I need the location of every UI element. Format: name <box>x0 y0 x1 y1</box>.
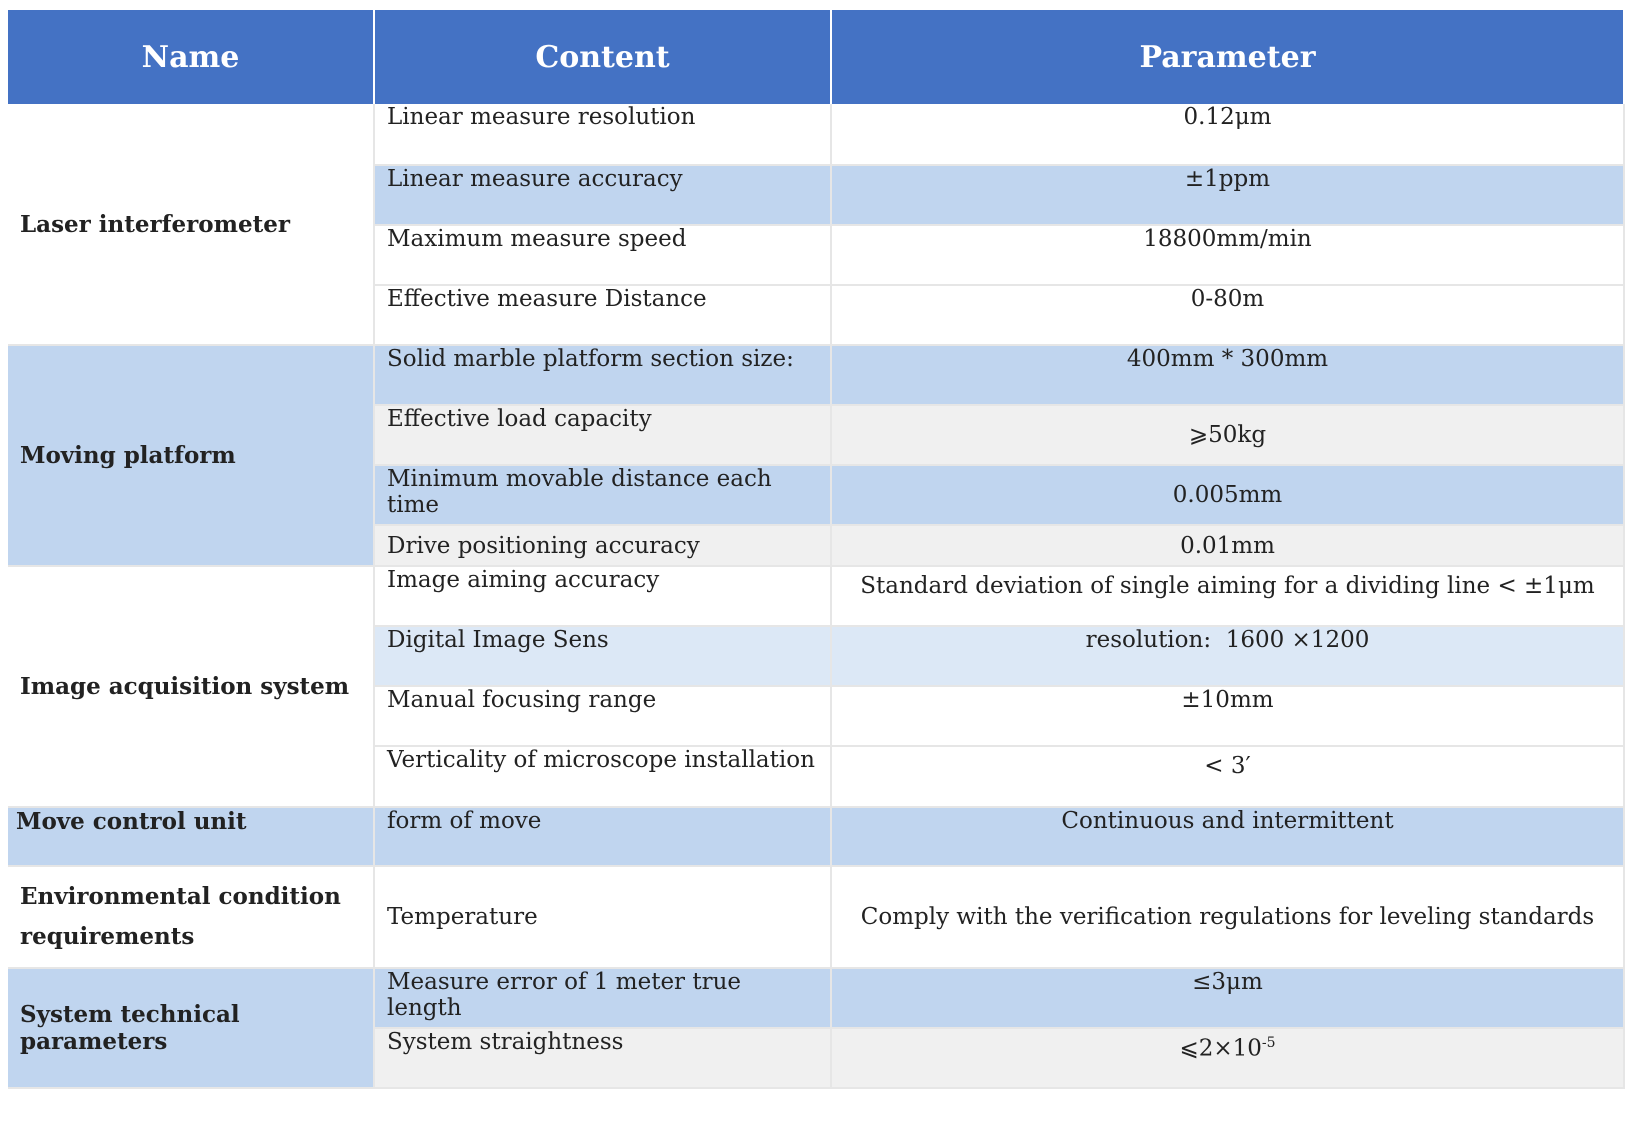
content-cell: Manual focusing range <box>374 686 831 746</box>
parameter-cell: 400mm * 300mm <box>831 345 1624 405</box>
header-parameter: Parameter <box>831 10 1624 104</box>
straightness-base: ⩽2×10 <box>1179 1035 1262 1062</box>
parameter-cell: Comply with the verification regulations for leveling standards <box>831 866 1624 968</box>
parameter-cell: Continuous and intermittent <box>831 807 1624 866</box>
content-cell: Linear measure resolution <box>374 104 831 165</box>
parameter-cell: 0-80m <box>831 285 1624 345</box>
content-cell: Maximum measure speed <box>374 225 831 285</box>
table-row <box>8 345 1624 405</box>
parameter-cell: ±1ppm <box>831 165 1624 225</box>
content-cell: Effective measure Distance <box>374 285 831 345</box>
parameter-cell: Standard deviation of single aiming for a dividing line < ±1μm <box>831 566 1624 626</box>
header-content: Content <box>374 10 831 104</box>
content-cell: Measure error of 1 meter true length <box>374 968 831 1028</box>
parameter-cell: 0.005mm <box>831 465 1624 525</box>
group-name-image-acquisition-system: Image acquisition system <box>8 566 374 807</box>
parameter-cell: 0.01mm <box>831 525 1624 566</box>
parameter-cell: 18800mm/min <box>831 225 1624 285</box>
content-cell: Minimum movable distance each time <box>374 465 831 525</box>
content-cell: Solid marble platform section size: <box>374 345 831 405</box>
header-name: Name <box>8 10 374 104</box>
table-row <box>8 866 1624 968</box>
parameter-cell: ⩾50kg <box>831 405 1624 465</box>
content-cell: form of move <box>374 807 831 866</box>
content-cell: Linear measure accuracy <box>374 165 831 225</box>
group-name-environmental-condition: Environmental condition requirements <box>8 866 374 968</box>
group-name-laser-interferometer: Laser interferometer <box>8 104 374 345</box>
group-name-move-control-unit: Move control unit <box>8 807 374 866</box>
specification-table <box>8 10 1625 1089</box>
table-row <box>8 566 1624 626</box>
parameter-cell: 0.12μm <box>831 104 1624 165</box>
content-cell: Effective load capacity <box>374 405 831 465</box>
table-row <box>8 104 1624 165</box>
parameter-cell: ±10mm <box>831 686 1624 746</box>
parameter-cell <box>831 1028 1624 1088</box>
table-row <box>8 807 1624 866</box>
table-row <box>8 968 1624 1028</box>
group-name-moving-platform: Moving platform <box>8 345 374 566</box>
parameter-cell: < 3′ <box>831 746 1624 807</box>
parameter-cell: resolution: 1600 ×1200 <box>831 626 1624 686</box>
group-name-system-technical-parameters: System technical parameters <box>8 968 374 1088</box>
header-row <box>8 10 1624 104</box>
content-cell: Drive positioning accuracy <box>374 525 831 566</box>
content-cell: System straightness <box>374 1028 831 1088</box>
content-cell: Temperature <box>374 866 831 968</box>
content-cell: Verticality of microscope installation <box>374 746 831 807</box>
straightness-exponent: -5 <box>1261 1035 1276 1051</box>
parameter-cell: ≤3μm <box>831 968 1624 1028</box>
content-cell: Image aiming accuracy <box>374 566 831 626</box>
content-cell: Digital Image Sens <box>374 626 831 686</box>
